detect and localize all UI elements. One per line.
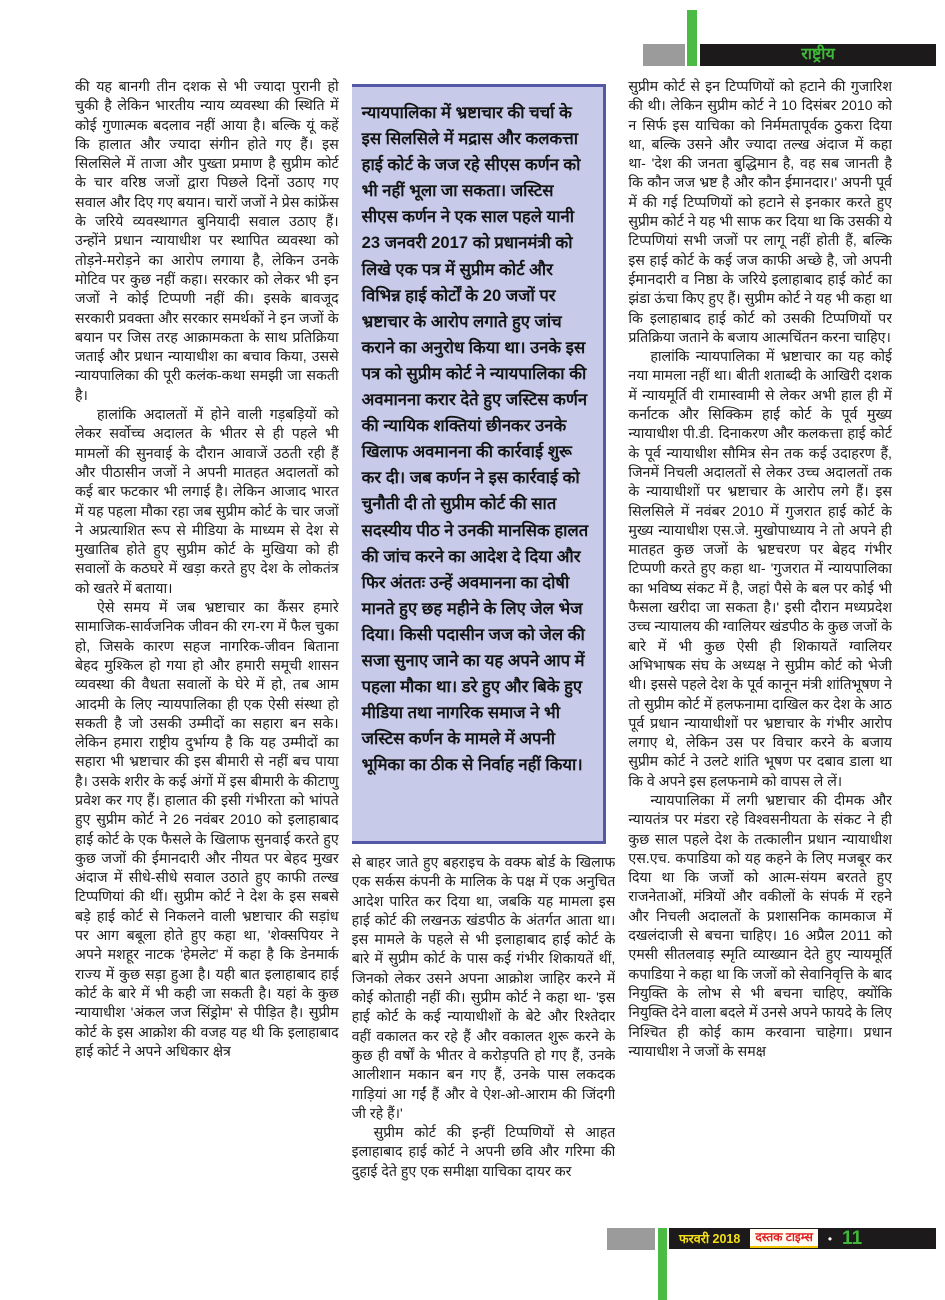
pull-quote-box: [352, 84, 606, 844]
footer-green-bar: [658, 1228, 667, 1300]
body-paragraph: सुप्रीम कोर्ट से इन टिप्पणियों को हटाने की गुजारिश की थी। लेकिन सुप्रीम कोर्ट ने 10 दिसंबर 2010 को न सिर्फ इस याचिका को निर्ममतापूर्वक ठुकरा दिया था, बल्कि उसने और ज्यादा तल्ख अंदाज में कहा था- 'देश की जनता बुद्धिमान है, वह सब जानती है कि कौन जज भ्रष्ट है और कौन ईमानदार।' अपनी पूर्व में की गई टिप्पणियों को हटाने से इनकार करते हुए सुप्रीम कोर्ट ने यह भी साफ कर दिया था कि उसकी ये टिप्पणियां सभी जजों पर लागू नहीं होती हैं, बल्कि इस हाई कोर्ट के कई जज काफी अच्छे है, जो अपनी ईमानदारी व निष्ठा के जरिये इलाहाबाद हाई कोर्ट का झंडा ऊंचा किए हुए हैं। सुप्रीम कोर्ट ने यह भी कहा था कि इलाहाबाद हाई कोर्ट को उसकी टिप्पणियों पर प्रतिक्रिया जताने के बजाय आत्मचिंतन करना चाहिए।: [628, 79, 892, 346]
section-title: राष्ट्रीय: [801, 46, 835, 63]
body-paragraph: सुप्रीम कोर्ट की इन्हीं टिप्पणियों से आहत इलाहाबाद हाई कोर्ट ने अपनी छवि और गरिमा की दुहाई देते हुए एक समीक्षा याचिका दायर कर: [351, 1125, 616, 1180]
magazine-logo: दस्तक टाइम्स: [750, 1229, 818, 1247]
body-paragraph: की यह बानगी तीन दशक से भी ज्यादा पुरानी हो चुकी है लेकिन भारतीय न्याय व्यवस्था की स्थिति में कोई गुणात्मक बदलाव नहीं आया है। बल्कि यूं कहें कि हालात और ज्यादा संगीन होते गए हैं। इस सिलसिले में ताजा और पुख्ता प्रमाण है सुप्रीम कोर्ट के चार वरिष्ठ जजों द्वारा पिछले दिनों उठाए गए सवाल और दिए गए बयान। चारों जजों ने प्रेस कांफ्रेंस के जरिये व्यवस्थागत बुनियादी सवाल उठाए हैं। उन्होंने प्रधान न्यायाधीश पर स्थापित व्यवस्था को तोड़ने-मरोड़ने का आरोप लगाया है, लेकिन उनके मोटिव पर कुछ नहीं कहा। सरकार को लेकर भी इन जजों ने कोई टिप्पणी नहीं की। इसके बावजूद सरकारी प्रवक्ता और सरकार समर्थकों ने इन जजों के बयान पर जिस तरह आक्रामकता के साथ प्रतिक्रिया जताई और प्रधान न्यायाधीश का बचाव किया, उससे न्यायपालिका की पूरी कलंक-कथा समझी जा सकती है।: [75, 79, 339, 404]
page-number: 11: [842, 1228, 863, 1249]
footer-bullet: •: [827, 1231, 833, 1246]
footer-bar: [669, 1228, 936, 1249]
footer-issue-date: फरवरी 2018: [679, 1232, 741, 1246]
section-header-bar: [700, 44, 936, 66]
column-1: [75, 78, 339, 1250]
column-2: [352, 78, 616, 1250]
header-green-bar: [687, 10, 697, 66]
body-paragraph: न्यायपालिका में लगी भ्रष्टाचार की दीमक और न्यायतंत्र पर मंडरा रहे विश्वसनीयता के संकट ने ही कुछ साल पहले देश के तत्कालीन प्रधान न्यायाधीश एस.एच. कपाडिया को यह कहने के लिए मजबूर कर दिया था कि जजों को आत्म-संयम बरतते हुए राजनेताओं, मंत्रियों और वकीलों के संपर्क में रहने और निचली अदालतों के प्रशासनिक कामकाज में दखलंदाजी से बचना चाहिए। 16 अप्रैल 2011 को एमसी सीतलवाड़ स्मृति व्याख्यान देते हुए न्यायमूर्ति कपाडिया ने कहा था कि जजों को सेवानिवृत्ति के बाद नियुक्ति के लोभ से भी बचना चाहिए, क्योंकि नियुक्ति देने वाला बदले में उनसे अपने फायदे के लिए निश्चित ही कोई काम करवाना चाहेगा। प्रधान न्यायाधीश ने जजों के समक्ष: [628, 792, 892, 1060]
body-paragraph: ऐसे समय में जब भ्रष्टाचार का कैंसर हमारे सामाजिक-सार्वजनिक जीवन की रग-रग में फैल चुका हो, जिसके कारण सहज नागरिक-जीवन बिताना बेहद मुश्किल हो गया हो और हमारी समूची शासन व्यवस्था की वैधता सवालों के घेरे में हो, तब आम आदमी के लिए न्यायपालिका ही एक ऐसी संस्था हो सकती है जो उसकी उम्मीदों का सहारा बन सके। लेकिन हमारा राष्ट्रीय दुर्भाग्य है कि यह उम्मीदों का सहारा भी भ्रष्टाचार की इस बीमारी से नहीं बच पाया है। उसके शरीर के कई अंगों में इस बीमारी के कीटाणु प्रवेश कर गए हैं। हालात की इसी गंभीरता को भांपते हुए सुप्रीम कोर्ट ने 26 नवंबर 2010 को इलाहाबाद हाई कोर्ट के एक फैसले के खिलाफ सुनवाई करते हुए कुछ जजों की ईमानदारी और नीयत पर बेहद मुखर अंदाज में सीधे-सीधे सवाल उठाते हुए काफी तल्ख टिप्पणियां की थीं। सुप्रीम कोर्ट ने देश के इस सबसे बड़े हाई कोर्ट से निकलने वाली भ्रष्टाचार की सड़ांध पर आग बबूला होते हुए कहा था, 'शेक्सपियर ने अपने मशहूर नाटक 'हेमलेट' में कहा है कि डेनमार्क राज्य में कुछ सड़ा हुआ है। यही बात इलाहाबाद हाई कोर्ट के बारे में भी कही जा सकती है। यहां के कुछ न्यायाधीश 'अंकल जज सिंड्रोम' से पीड़ित है। सुप्रीम कोर्ट के इस आक्रोश की वजह यह थी कि इलाहाबाद हाई कोर्ट ने अपने अधिकार क्षेत्र: [75, 600, 339, 1060]
body-paragraph: हालांकि न्यायपालिका में भ्रष्टाचार का यह कोई नया मामला नहीं था। बीती शताब्दी के आखिरी दशक में न्यायमूर्ति वी रामास्वामी से लेकर अभी हाल ही में कर्नाटक और सिक्किम हाई कोर्ट के पूर्व मुख्य न्यायाधीश पी.डी. दिनाकरण और कलकत्ता हाई कोर्ट के पूर्व न्यायाधीश सौमित्र सेन तक कई उदाहरण हैं, जिनमें निचली अदालतों से लेकर उच्च अदालतों तक के न्यायाधीशों पर भ्रष्टाचार के आरोप लगे हैं। इस सिलसिले में नवंबर 2010 में गुजरात हाई कोर्ट के मुख्य न्यायाधीश एस.जे. मुखोपाध्याय ने तो अपने ही मातहत कुछ जजों के भ्रष्टचरण पर बेहद गंभीर टिप्पणी करते हुए कहा था- 'गुजरात में न्यायपालिका का भविष्य संकट में है, जहां पैसे के बल पर कोई भी फैसला खरीदा जा सकता है।' इसी दौरान मध्यप्रदेश उच्च न्यायालय की ग्वालियर खंडपीठ के कुछ जजों के बारे में भी कुछ ऐसी ही शिकायतें ग्वालियर अभिभाषक संघ के अध्यक्ष ने सुप्रीम कोर्ट को भेजी थी। इससे पहले देश के पूर्व कानून मंत्री शांतिभूषण ने तो सुप्रीम कोर्ट में हलफनामा दाखिल कर देश के आठ पूर्व प्रधान न्यायाधीशों पर भ्रष्टाचार के गंभीर आरोप लगाए थे, लेकिन उस पर विचार करने के बजाय सुप्रीम कोर्ट ने उलटे शांति भूषण पर दबाव डाला था कि वे अपने इस हलफनामे को वापस ले लें।: [628, 349, 892, 790]
footer-gray-block: [607, 1228, 655, 1250]
body-paragraph: हालांकि अदालतों में होने वाली गड़बड़ियों को लेकर सर्वोच्च अदालत के भीतर से ही पहले भी मामलों की सुनवाई के दौरान आवाजें उठती रही हैं और पीठासीन जजों ने अपनी मातहत अदालतों को कई बार फटकार भी लगाई है। लेकिन आजाद भारत में यह पहला मौका रहा जब सुप्रीम कोर्ट के चार जजों ने अप्रत्याशित रूप से मीडिया के माध्यम से देश से मुखातिब होते हुए सुप्रीम कोर्ट के मुखिया को ही सवालों के कठघरे में खड़ा करते हुए देश के लोकतंत्र को खतरे में बताया।: [75, 407, 339, 597]
column-3: [628, 78, 892, 1250]
article-body: [75, 78, 892, 1250]
header-gray-block: [643, 44, 685, 66]
pull-quote-text: न्यायपालिका में भ्रष्टाचार की चर्चा के इस सिलसिले में मद्रास और कलकत्ता हाई कोर्ट के जज रहे सीएस कर्णन को भी नहीं भूला जा सकता। जस्टिस सीएस कर्णन ने एक साल पहले यानी 23 जनवरी 2017 को प्रधानमंत्री को लिखे एक पत्र में सुप्रीम कोर्ट और विभिन्न हाई कोर्टों के 20 जजों पर भ्रष्टाचार के आरोप लगाते हुए जांच कराने का अनुरोध किया था। उनके इस पत्र को सुप्रीम कोर्ट ने न्यायपालिका की अवमानना करार देते हुए जस्टिस कर्णन की न्यायिक शक्तियां छीनकर उनके खिलाफ अवमानना की कार्रवाई शुरू कर दी। जब कर्णन ने इस कार्रवाई को चुनौती दी तो सुप्रीम कोर्ट की सात सदस्यीय पीठ ने उनकी मानसिक हालत की जांच करने का आदेश दे दिया और फिर अंततः उन्हें अवमानना का दोषी मानते हुए छह महीने के लिए जेल भेज दिया। किसी पदासीन जज को जेल की सजा सुनाए जाने का यह अपने आप में पहला मौका था। डरे हुए और बिके हुए मीडिया तथा नागरिक समाज ने भी जस्टिस कर्णन के मामले में अपनी भूमिका का ठीक से निर्वाह नहीं किया।: [361, 103, 589, 775]
body-paragraph: से बाहर जाते हुए बहराइच के वक्फ बोर्ड के खिलाफ एक सर्कस कंपनी के मालिक के पक्ष में एक अनुचित आदेश पारित कर दिया था, जबकि यह मामला इस हाई कोर्ट की लखनऊ खंडपीठ के अंतर्गत आता था। इस मामले के पहले से भी इलाहाबाद हाई कोर्ट के बारे में सुप्रीम कोर्ट के पास कई गंभीर शिकायतें थीं, जिनको लेकर उसने अपना आक्रोश जाहिर करने में कोई कोताही नहीं की। सुप्रीम कोर्ट ने कहा था- 'इस हाई कोर्ट के कई न्यायाधीशों के बेटे और रिश्तेदार वहीं वकालत कर रहे हैं और वकालत शुरू करने के कुछ ही वर्षों के भीतर वे करोड़पति हो गए हैं, उनके आलीशान मकान बन गए हैं, उनके पास लकदक गाड़ियां आ गईं हैं और वे ऐश-ओ-आराम की जिंदगी जी रहे हैं।': [351, 855, 616, 1122]
